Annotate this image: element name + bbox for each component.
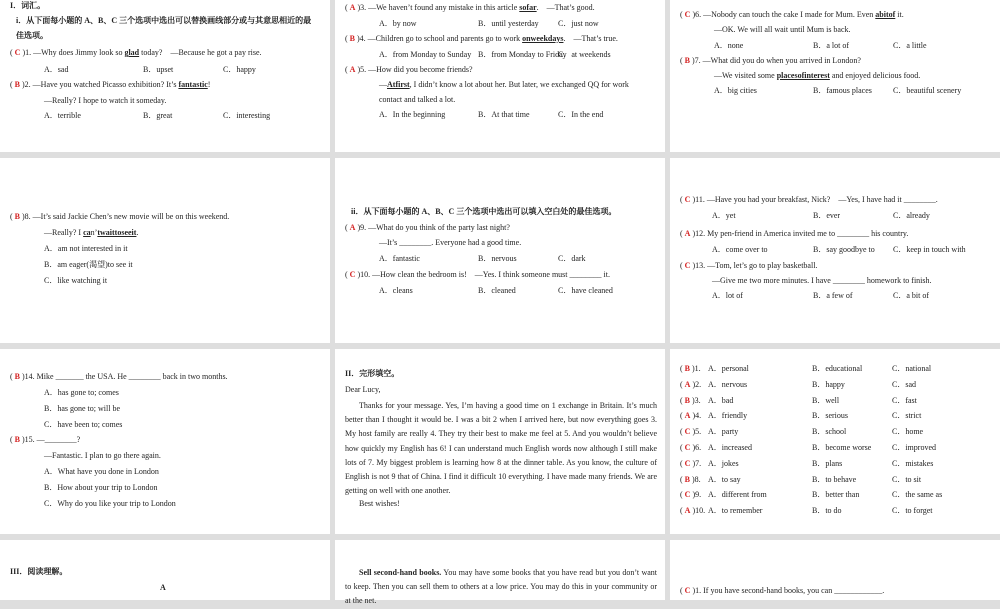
question-text: —Fantastic. I plan to go there again. <box>44 451 161 460</box>
option-b: B．better than <box>812 490 860 500</box>
section-heading: II．完形填空。 <box>345 369 400 378</box>
question-10: ( C )10. —How clean the bedroom is! —Yes. I think someone must ________ it. <box>345 270 610 279</box>
option-c: C．In the end <box>558 110 604 119</box>
option-c: C．Why do you like your trip to London <box>44 499 176 508</box>
option-b: B．great <box>143 111 173 120</box>
panel-vocab-part-4 <box>0 158 330 343</box>
panel-cloze-answers <box>670 349 1000 534</box>
question-8: ( B )8. —It’s said Jackie Chen’s new movie will be on this weekend. <box>10 212 230 221</box>
question-number: )6. <box>692 443 702 452</box>
option-b: B．become worse <box>812 443 872 452</box>
question-text: )9. —What do you think of the party last night? <box>357 223 510 232</box>
option-b: B．school <box>812 427 847 437</box>
answer-mark: C <box>682 586 693 595</box>
panel-reading-passage <box>335 540 665 606</box>
cloze-answer-row: ( A )4. <box>680 411 702 421</box>
passage-paragraph <box>345 566 657 609</box>
panel-reading-heading <box>0 540 330 600</box>
option-c: C．a bit of <box>893 291 929 300</box>
underlined-word: sofar <box>519 3 537 12</box>
question-text: —Atfirst, I didn’t know a lot about her. But later, we exchanged QQ for work <box>379 80 629 89</box>
answer-mark: C <box>682 195 693 204</box>
question-13: ( C )13. —Tom, let’s go to play basketball. <box>680 261 818 270</box>
panel-vocab-part-2 <box>335 0 665 152</box>
option-b: B．How about your trip to London <box>44 483 158 492</box>
option-a: A．lot of <box>712 291 743 300</box>
answer-mark: C <box>682 261 693 270</box>
answer-mark: A <box>347 223 358 232</box>
question-text: )14. Mike _______ the USA. He ________ back in two months. <box>22 372 228 381</box>
option-a: A．by now <box>379 19 417 28</box>
option-a: A．big cities <box>714 86 757 95</box>
underlined-word: twaittoseeit <box>97 228 137 237</box>
option-b: B．upset <box>143 65 174 74</box>
panel-cloze-passage <box>335 349 665 534</box>
option-c: C．to sit <box>892 474 922 484</box>
option-a: A．to remember <box>708 506 763 516</box>
option-a: A．jokes <box>708 458 739 468</box>
option-c: C．like watching it <box>44 276 108 285</box>
question-1: ( C )1. —Why does Jimmy look so glad today? —Because he got a pay rise. <box>10 48 262 57</box>
question-3: ( A )3. —We haven’t found any mistake in this article sofar. —That’s good. <box>345 3 595 12</box>
option-a: A．am not interested in it <box>44 244 128 253</box>
panel-fill-blank-part-2 <box>670 158 1000 343</box>
option-b: B．ever <box>813 211 841 220</box>
option-c: C．already <box>893 211 930 220</box>
question-number: )5. <box>692 427 702 437</box>
option-c: C．home <box>892 427 924 437</box>
option-c: C．dark <box>558 254 586 263</box>
answer-mark: B <box>12 372 23 381</box>
underlined-word: fantastic <box>178 80 208 89</box>
answer-mark: A <box>682 229 693 238</box>
option-a: A．come over to <box>712 245 768 254</box>
option-c: C．national <box>892 364 932 373</box>
reading-question-1: ( C )1. If you have second-hand books, you can ____________. <box>680 586 885 595</box>
cloze-body: Thanks for your message. Yes, I’m having a good time on 1 exchange in Britain. It’s much better than I thought it would be. I was a bit 2 when I arrived here, but now everything goes 3. My host family are really 4. They try their best to make me feel at 5. And you wouldn’t believe how quickly my English has 6! I can understand much English words now although I still make lots of 7. My biggest problem is learning how 8 at the dinner table. As you know, the culture of English is not 9 that of China. I find it difficult 10 everything. I have made many friends. We are getting on well with one another. <box>345 401 657 496</box>
question-text: today? —Because he got a pay rise. <box>139 48 262 57</box>
question-11: ( C )11. —Have you had your breakfast, Nick? —Yes, I have had it ________. <box>680 195 938 204</box>
question-7: ( B )7. —What did you do when you arrived in London? <box>680 56 861 65</box>
answer-mark: C <box>682 10 693 19</box>
question-text: —Really? I hope to watch it someday. <box>44 96 167 105</box>
question-text: )13. —Tom, let’s go to play basketball. <box>692 261 818 270</box>
underlined-word: ca <box>83 228 91 237</box>
answer-mark: B <box>12 435 23 444</box>
option-b: B．to behave <box>812 474 857 484</box>
cloze-answer-row: ( B )8. <box>680 474 701 484</box>
option-b: B．cleaned <box>478 286 516 295</box>
answer-mark: A <box>347 3 358 12</box>
option-b: B．until yesterday <box>478 19 539 28</box>
answer-mark: C <box>12 48 23 57</box>
option-c: C．mistakes <box>892 458 934 468</box>
question-number: )9. <box>692 490 702 500</box>
answer-mark: A <box>682 506 693 516</box>
option-c: C．happy <box>223 65 256 74</box>
option-c: C．the same as <box>892 490 943 500</box>
question-text: )11. —Have you had your breakfast, Nick? —Yes, I have had it ________. <box>692 195 938 204</box>
question-12: ( A )12. My pen-friend in America invited me to ________ his country. <box>680 229 909 238</box>
cloze-answer-row: ( B )1. <box>680 364 701 373</box>
panel-vocab-part-1 <box>0 0 330 152</box>
question-14: ( B )14. Mike _______ the USA. He ________ back in two months. <box>10 372 228 381</box>
question-6: ( C )6. —Nobody can touch the cake I made for Mum. Even abitof it. <box>680 10 904 19</box>
option-a: A．sad <box>44 65 69 74</box>
option-a: A．friendly <box>708 411 748 421</box>
answer-mark: A <box>347 65 358 74</box>
question-text: it. <box>895 10 904 19</box>
option-b: B．from Monday to Friday <box>478 50 567 59</box>
option-c: C．interesting <box>223 111 271 120</box>
option-a: A．nervous <box>708 379 748 389</box>
answer-mark: B <box>347 34 358 43</box>
option-b: B．has gone to; will be <box>44 404 120 413</box>
instruction-line: i．从下面每小题的 A、B、C 三个选项中选出可以替换画线部分或与其意思相近的最 <box>16 16 312 25</box>
option-a: A．bad <box>708 395 734 405</box>
question-number: )7. <box>692 458 702 468</box>
option-a: A．different from <box>708 490 767 500</box>
option-b: B．a few of <box>813 291 853 300</box>
question-text: )1. —Why does Jimmy look so <box>22 48 125 57</box>
option-a: A．terrible <box>44 111 81 120</box>
underlined-word: placesofinterest <box>776 71 830 80</box>
option-b: B．say goodbye to <box>813 245 875 254</box>
option-c: C．have cleaned <box>558 286 613 295</box>
option-b: B．happy <box>812 379 845 389</box>
answer-mark: B <box>682 395 693 405</box>
option-b: B．serious <box>812 411 848 421</box>
panel-fill-blank-part-1 <box>335 158 665 343</box>
option-b: B．am eager(渴望)to see it <box>44 260 133 269</box>
question-number: )4. <box>692 411 702 421</box>
option-c: C．at weekends <box>558 50 611 59</box>
answer-mark: C <box>682 458 693 468</box>
option-a: A．party <box>708 427 739 437</box>
passage-label: A <box>160 583 166 592</box>
question-text: . —That’s good. <box>536 3 595 12</box>
option-c: C．fast <box>892 395 917 405</box>
underlined-word: abitof <box>875 10 896 19</box>
panel-reading-question <box>670 540 1000 600</box>
panel-fill-blank-part-3 <box>0 349 330 534</box>
question-number: )2. <box>692 379 702 389</box>
question-text: )1. If you have second-hand books, you can ____________. <box>692 586 885 595</box>
answer-mark: B <box>682 364 693 373</box>
option-c: C．keep in touch with <box>893 245 966 254</box>
option-b: B．well <box>812 395 840 405</box>
cloze-answer-row: ( C )6. <box>680 443 702 452</box>
option-b: B．nervous <box>478 254 517 263</box>
option-b: B．famous places <box>813 86 872 95</box>
question-4: ( B )4. —Children go to school and parents go to work onweekdays. —That’s true. <box>345 34 618 43</box>
instruction-line: ii．从下面每小题的 A、B、C 三个选项中选出可以填入空白处的最佳选项。 <box>351 207 617 216</box>
section-heading: III．阅读理解。 <box>10 567 68 576</box>
panel-vocab-part-3 <box>670 0 1000 152</box>
passage-title: Sell second-hand books. <box>359 568 442 577</box>
question-text: )7. —What did you do when you arrived in London? <box>692 56 861 65</box>
cloze-answer-row: ( A )2. <box>680 379 702 389</box>
question-text: —Give me two more minutes. I have ________ homework to finish. <box>712 276 932 285</box>
option-a: A．has gone to; comes <box>44 388 119 397</box>
answer-mark: C <box>682 427 693 437</box>
option-c: C．beautiful scenery <box>893 86 962 95</box>
answer-mark: B <box>682 56 693 65</box>
underlined-word: glad <box>124 48 140 57</box>
answer-mark: B <box>12 80 23 89</box>
question-text: )6. —Nobody can touch the cake I made for Mum. Even <box>692 10 876 19</box>
question-text: —It’s ________. Everyone had a good time. <box>379 238 522 247</box>
question-number: )3. <box>692 395 701 405</box>
answer-mark: C <box>347 270 358 279</box>
option-a: A．fantastic <box>379 254 420 263</box>
option-c: C．have been to; comes <box>44 420 123 429</box>
question-number: )8. <box>692 474 701 484</box>
answer-mark: A <box>682 411 693 421</box>
answer-mark: B <box>682 474 693 484</box>
question-text: )3. —We haven’t found any mistake in this article <box>357 3 520 12</box>
option-a: A．personal <box>708 364 749 373</box>
question-9: ( A )9. —What do you think of the party last night? <box>345 223 510 232</box>
option-b: B．plans <box>812 458 843 468</box>
letter-closing: Best wishes! <box>359 499 400 508</box>
cloze-answer-row: ( C )5. <box>680 427 702 437</box>
option-c: C．strict <box>892 411 922 421</box>
question-text: . —That’s true. <box>563 34 618 43</box>
cloze-answer-row: ( C )7. <box>680 458 702 468</box>
option-a: A．What have you done in London <box>44 467 159 476</box>
option-a: A．yet <box>712 211 736 220</box>
passage-body: You may have some books that you have read but you don’t want to keep. Then you can sell them to others at a low price. You may do this in your community or at the net. <box>345 568 657 606</box>
option-c: C．to forget <box>892 506 933 516</box>
question-text: )10. —How clean the bedroom is! —Yes. I think someone must ________ it. <box>357 270 610 279</box>
option-b: B．a lot of <box>813 41 849 50</box>
question-number: )1. <box>692 364 701 373</box>
question-number: )10. <box>692 506 706 516</box>
option-c: C．sad <box>892 379 916 389</box>
cloze-answer-row: ( A )10. <box>680 506 706 516</box>
option-a: A．from Monday to Sunday <box>379 50 472 59</box>
cloze-answer-row: ( C )9. <box>680 490 702 500</box>
option-c: C．improved <box>892 443 936 452</box>
option-c: C．a little <box>893 41 927 50</box>
question-text: —OK. We will all wait until Mum is back. <box>714 25 851 34</box>
option-b: B．At that time <box>478 110 530 119</box>
answer-mark: C <box>682 490 693 500</box>
underlined-word: onweekdays <box>522 34 564 43</box>
question-text: —Really? I can’twaittoseeit. <box>44 228 139 237</box>
question-text: —We visited some placesofinterest and enjoyed delicious food. <box>714 71 921 80</box>
option-a: A．cleans <box>379 286 413 295</box>
option-a: A．to say <box>708 474 741 484</box>
question-text: )12. My pen-friend in America invited me to ________ his country. <box>692 229 909 238</box>
underlined-word: Atfirst <box>387 80 410 89</box>
option-a: A．In the beginning <box>379 110 446 119</box>
instruction-line: 佳选项。 <box>16 31 48 40</box>
letter-greeting: Dear Lucy, <box>345 385 381 394</box>
option-c: C．just now <box>558 19 599 28</box>
question-text: )4. —Children go to school and parents go to work <box>357 34 523 43</box>
question-text: contact and talked a lot. <box>379 95 456 104</box>
question-text: ! <box>207 80 211 89</box>
option-b: B．educational <box>812 364 863 373</box>
question-text: )2. —Have you watched Picasso exhibition? It’s <box>22 80 179 89</box>
option-a: A．none <box>714 41 744 50</box>
question-text: )8. —It’s said Jackie Chen’s new movie will be on this weekend. <box>22 212 230 221</box>
question-text: )15. —________? <box>22 435 81 444</box>
question-15: ( B )15. —________? <box>10 435 81 444</box>
question-5: ( A )5. —How did you become friends? <box>345 65 473 74</box>
question-2: ( B )2. —Have you watched Picasso exhibition? It’s fantastic! <box>10 80 211 89</box>
answer-mark: C <box>682 443 693 452</box>
question-text: )5. —How did you become friends? <box>357 65 473 74</box>
option-b: B．to do <box>812 506 842 516</box>
answer-mark: B <box>12 212 23 221</box>
option-a: A．increased <box>708 443 752 452</box>
section-heading: I．词汇。 <box>10 1 46 10</box>
answer-mark: A <box>682 379 693 389</box>
cloze-answer-row: ( B )3. <box>680 395 701 405</box>
